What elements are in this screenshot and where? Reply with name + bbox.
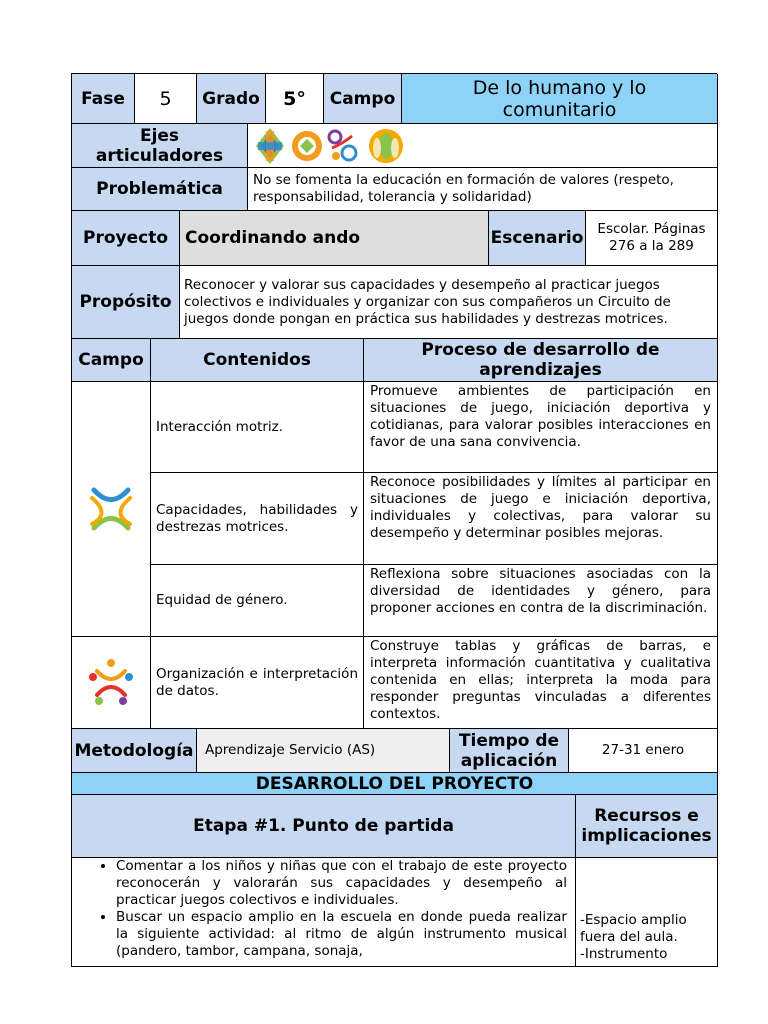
pensamiento-critico-icon	[292, 131, 322, 161]
proposito-row	[71, 266, 717, 339]
metodologia-label: Metodología	[72, 729, 197, 773]
proposito-label: Propósito	[72, 266, 180, 339]
fase-label: Fase	[72, 74, 135, 124]
ejes-row	[71, 124, 717, 168]
planning-document	[71, 73, 717, 967]
bullet-item: • Buscar un espacio amplio en la escuela en donde pueda realizar la siguiente actividad: al ritmo de algún instrumento musical (pandero, tambor, campana, sonaja,	[116, 909, 567, 960]
problematica-row	[71, 168, 717, 211]
contenido-2-text: Capacidades, habilidades y destrezas motrices.	[156, 501, 358, 535]
proyecto-label: Proyecto	[72, 211, 180, 266]
tiempo-label: Tiempo de aplicación	[450, 729, 569, 773]
inclusion-icon	[256, 128, 284, 164]
interculturalidad-icon	[329, 131, 356, 160]
contenido-4-text: Organización e interpretación de datos.	[156, 665, 358, 699]
campo-label: Campo	[324, 74, 402, 124]
recursos-list	[576, 858, 718, 967]
saberes-icon	[85, 657, 137, 709]
proceso-1: Promueve ambientes de participación en situaciones de juego, iniciación deportiva y cotidianas, para valorar posibles interacciones en favor de una sana convivencia.	[364, 382, 718, 473]
tiempo-value: 27-31 enero	[569, 729, 718, 773]
grado-value: 5°	[266, 74, 324, 124]
metodologia-row	[71, 729, 717, 773]
ejes-label: Ejes articuladores	[72, 124, 248, 168]
contenido-4	[151, 637, 364, 729]
desarrollo-title-row	[71, 773, 717, 795]
etapa-bullets	[72, 858, 576, 967]
recursos-label: Recursos e implicaciones	[576, 795, 718, 858]
col-contenidos: Contenidos	[151, 339, 364, 382]
ejes-icon-strip	[252, 126, 412, 166]
proceso-3: Reflexiona sobre situaciones asociadas con la diversidad de identidades y género, para proponer acciones en contra de la discriminación.	[364, 565, 718, 637]
etapa-title: Etapa #1. Punto de partida	[72, 795, 576, 858]
ejes-icons	[248, 124, 718, 168]
humano-comunitario-icon	[86, 484, 136, 534]
proyecto-row	[71, 211, 717, 266]
header-row	[71, 73, 717, 124]
problematica-text: No se fomenta la educación en formación de valores (respeto, responsabilidad, tolerancia y solidaridad)	[248, 168, 718, 211]
campo-humano-icon-cell	[72, 382, 151, 637]
proceso-2: Reconoce posibilidades y límites al participar en situaciones de juego e iniciación deportiva, individuales y colectivas, para valorar su desempeño y determinar posibles mejoras.	[364, 473, 718, 565]
desarrollo-title: DESARROLLO DEL PROYECTO	[72, 773, 718, 795]
grado-label: Grado	[197, 74, 266, 124]
proceso-4: Construye tablas y gráficas de barras, e interpreta información cuantitativa y cualitativa contenida en ellas; interpreta la moda para responder preguntas vinculadas a diferentes contextos.	[364, 637, 718, 729]
problematica-label: Problemática	[72, 168, 248, 211]
col-campo: Campo	[72, 339, 151, 382]
contenidos-header	[71, 339, 717, 382]
campo-saberes-icon-cell	[72, 637, 151, 729]
fase-value: 5	[135, 74, 197, 124]
contenido-1: Interacción motriz.	[151, 382, 364, 473]
recurso-item: -Instrumento	[580, 946, 668, 962]
etapa-body-row	[71, 858, 717, 967]
col-proceso: Proceso de desarrollo de aprendizajes	[364, 339, 718, 382]
proposito-text: Reconocer y valorar sus capacidades y desempeño al practicar juegos colectivos e individuales y organizar con sus compañeros un Circuito de juegos donde pongan en práctica sus habilidades y destrezas motrices.	[180, 266, 718, 339]
vida-saludable-icon	[369, 129, 403, 163]
contenido-2	[151, 473, 364, 565]
bullet-item: • Comentar a los niños y niñas que con el trabajo de este proyecto reconocerán y valorarán sus capacidades y desempeño al practicar juegos colectivos e individuales.	[116, 858, 567, 909]
contenido-3: Equidad de género.	[151, 565, 364, 637]
escenario-value: Escolar. Páginas 276 a la 289	[586, 211, 718, 266]
campo-value: De lo humano y lo comunitario	[402, 74, 718, 124]
escenario-label: Escenario	[489, 211, 586, 266]
proyecto-name: Coordinando ando	[180, 211, 489, 266]
metodologia-value: Aprendizaje Servicio (AS)	[197, 729, 450, 773]
contenidos-table	[71, 382, 717, 729]
recurso-item: -Espacio amplio fuera del aula.	[580, 912, 687, 945]
bullet-list	[72, 858, 567, 960]
etapa-header-row	[71, 795, 717, 858]
